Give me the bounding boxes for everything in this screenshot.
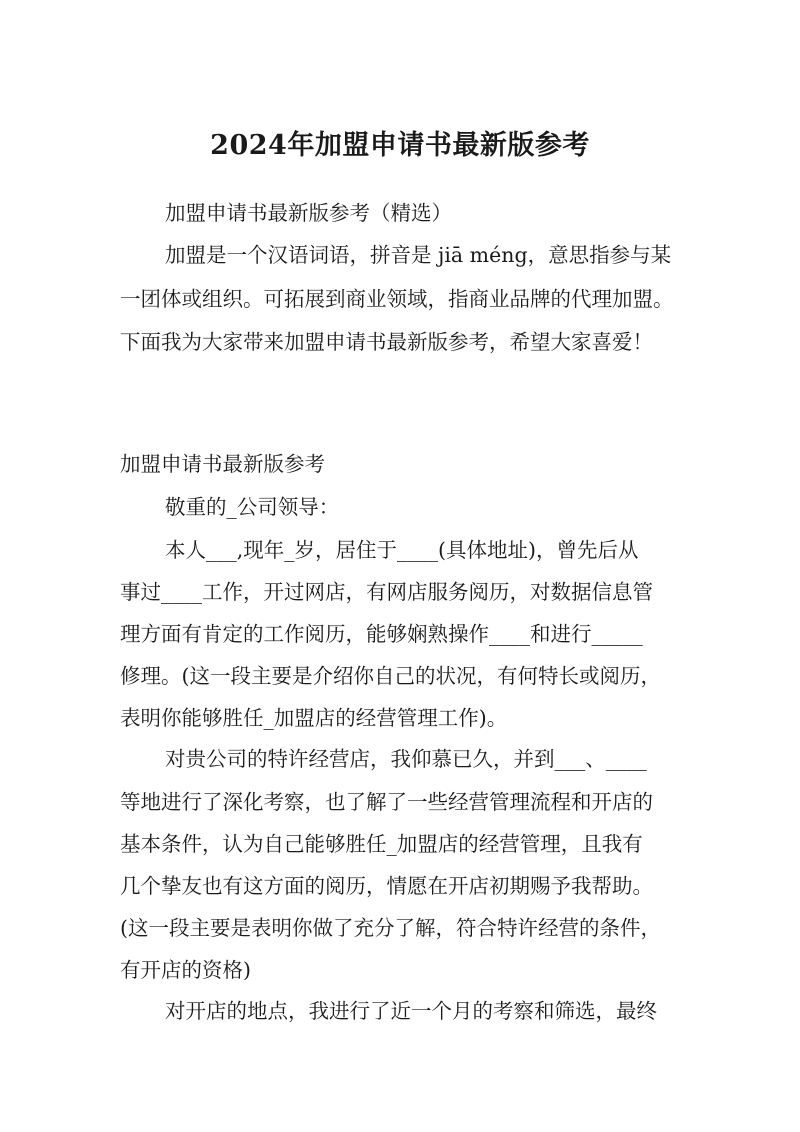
para2-line-1: 对贵公司的特许经营店，我仰慕已久，并到___、____	[165, 747, 647, 771]
salutation: 敬重的_公司领导：	[165, 495, 340, 519]
para2-line-3: 基本条件，认为自己能够胜任_加盟店的经营管理，且我有	[120, 832, 643, 856]
para1-line-4: 修理。(这一段主要是介绍你自己的状况，有何特长或阅历，	[120, 664, 661, 688]
section-heading: 加盟申请书最新版参考	[120, 452, 325, 476]
para1-line-3: 理方面有肯定的工作阅历，能够娴熟操作____和进行_____	[120, 622, 643, 646]
para1-line-1: 本人___,现年_岁，居住于____(具体地址)，曾先后从	[165, 538, 639, 562]
para1-line-5: 表明你能够胜任_加盟店的经营管理工作)。	[120, 706, 508, 730]
intro-subtitle: 加盟申请书最新版参考（精选）	[165, 201, 452, 225]
para2-line-5: (这一段主要是表明你做了充分了解，符合特许经营的条件，	[120, 916, 661, 940]
para2-line-6: 有开店的资格)	[120, 958, 251, 982]
para2-line-2: 等地进行了深化考察，也了解了一些经营管理流程和开店的	[120, 790, 653, 814]
para1-line-2: 事过____工作，开过网店，有网店服务阅历，对数据信息管	[120, 580, 653, 604]
intro-line-3: 下面我为大家带来加盟申请书最新版参考，希望大家喜爱！	[120, 330, 653, 354]
intro-line-2: 一团体或组织。可拓展到商业领域，指商业品牌的代理加盟。	[120, 287, 674, 311]
document-title: 2024年加盟申请书最新版参考	[210, 130, 590, 161]
para2-line-4: 几个挚友也有这方面的阅历，情愿在开店初期赐予我帮助。	[120, 874, 653, 898]
intro-line-1: 加盟是一个汉语词语，拼音是 jiā méng，意思指参与某	[165, 243, 672, 267]
para3-line-1: 对开店的地点，我进行了近一个月的考察和筛选，最终	[165, 999, 657, 1023]
